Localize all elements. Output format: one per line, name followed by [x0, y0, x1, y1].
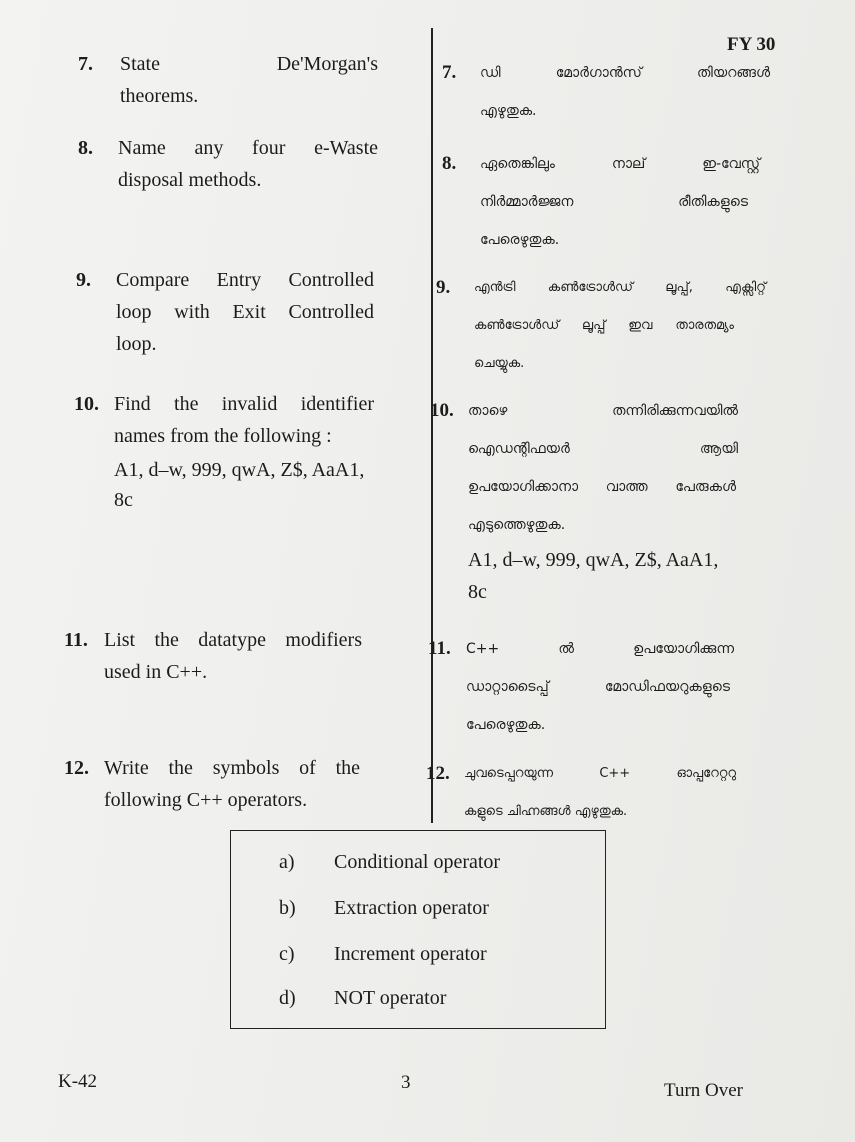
- question-number: 9.: [436, 277, 451, 298]
- question-line: State De'Morgan's: [120, 53, 378, 75]
- question-12-ml: [426, 755, 766, 831]
- question-number: 12.: [426, 763, 450, 784]
- option-letter: d): [279, 987, 296, 1009]
- question-line: ഐഡന്റിഫയർ ആയി: [468, 441, 738, 457]
- question-number: 9.: [76, 269, 91, 291]
- option-letter: a): [279, 851, 295, 873]
- question-line: C++ ൽ ഉപയോഗിക്കുന്ന: [466, 641, 734, 657]
- question-number: 10.: [74, 393, 99, 415]
- option-letter: c): [279, 943, 295, 965]
- question-11-ml: [428, 630, 768, 744]
- question-number: 7.: [78, 53, 93, 75]
- question-line: 8c: [468, 581, 487, 603]
- option-label: Extraction operator: [334, 897, 489, 919]
- question-number: 10.: [430, 400, 454, 421]
- question-line: കളുടെ ചിഹ്നങ്ങൾ എഴുതുക.: [464, 804, 628, 819]
- turn-over-label: Turn Over: [664, 1080, 743, 1101]
- question-8-ml: [442, 145, 772, 259]
- option-letter: b): [279, 897, 296, 919]
- question-line: Find the invalid identifier: [114, 393, 374, 415]
- question-line: ചെയ്യുക.: [474, 356, 525, 371]
- operators-box: [230, 830, 606, 1029]
- question-line: ഉപയോഗിക്കാനാ വാത്ത പേരുകൾ: [468, 479, 736, 495]
- question-line: 8c: [114, 489, 133, 511]
- question-line: loop.: [116, 333, 157, 355]
- question-number: 8.: [78, 137, 93, 159]
- question-number: 12.: [64, 757, 89, 779]
- question-line: ഡി മോർഗാൻസ് തിയറങ്ങൾ: [480, 65, 770, 81]
- question-8-en: [78, 132, 378, 196]
- option-label: NOT operator: [334, 987, 447, 1009]
- question-line: used in C++.: [104, 661, 208, 683]
- question-line: എൻട്രി കൺട്രോൾഡ് ലൂപ്പ്, എക്സിറ്റ്: [474, 280, 766, 295]
- question-line: Compare Entry Controlled: [116, 269, 374, 291]
- question-line: A1, d–w, 999, qwA, Z$, AaA1,: [114, 459, 365, 481]
- question-line: കൺട്രോൾഡ് ലൂപ്പ് ഇവ താരതമ്യം: [474, 318, 734, 333]
- question-number: 7.: [442, 62, 457, 83]
- question-7-en: [78, 48, 378, 112]
- footer-code: K-42: [58, 1071, 98, 1092]
- question-line: പേരെഴുതുക.: [466, 717, 546, 733]
- page-number: 3: [401, 1072, 411, 1093]
- question-line: ചുവടെപ്പറയുന്ന C++ ഓപ്പറേറ്ററു: [464, 766, 736, 781]
- question-7-ml: [442, 54, 772, 130]
- question-line: എടുത്തെഴുതുക.: [468, 517, 566, 533]
- question-line: നിർമ്മാർജ്ജന രീതികളുടെ: [480, 194, 748, 210]
- question-line: താഴെ തന്നിരിക്കുന്നവയിൽ: [468, 403, 738, 419]
- option-label: Conditional operator: [334, 851, 501, 873]
- question-number: 11.: [64, 629, 88, 651]
- question-line: എഴുതുക.: [480, 103, 537, 119]
- option-label: Increment operator: [334, 943, 487, 965]
- question-line: Name any four e-Waste: [118, 137, 378, 159]
- question-10-en: [74, 388, 374, 516]
- question-line: loop with Exit Controlled: [116, 301, 374, 323]
- question-line: List the datatype modifiers: [104, 629, 362, 651]
- question-line: ഡാറ്റാടൈപ്പ് മോഡിഫയറുകളുടെ: [466, 679, 730, 695]
- question-line: പേരെഴുതുക.: [480, 232, 560, 248]
- question-line: Write the symbols of the: [104, 757, 360, 779]
- question-12-en: [64, 752, 364, 816]
- question-line: following C++ operators.: [104, 789, 308, 811]
- question-line: A1, d–w, 999, qwA, Z$, AaA1,: [468, 549, 719, 571]
- paper-code: FY 30: [727, 34, 776, 55]
- question-9-en: [76, 264, 376, 360]
- question-number: 11.: [428, 638, 451, 659]
- question-number: 8.: [442, 153, 457, 174]
- question-line: theorems.: [120, 85, 199, 107]
- question-11-en: [64, 624, 364, 688]
- question-line: disposal methods.: [118, 169, 262, 191]
- question-line: ഏതെങ്കിലും നാല് ഇ-വേസ്റ്റ്: [480, 156, 760, 172]
- question-9-ml: [436, 269, 766, 383]
- question-line: names from the following :: [114, 425, 332, 447]
- question-10-ml: [430, 392, 770, 612]
